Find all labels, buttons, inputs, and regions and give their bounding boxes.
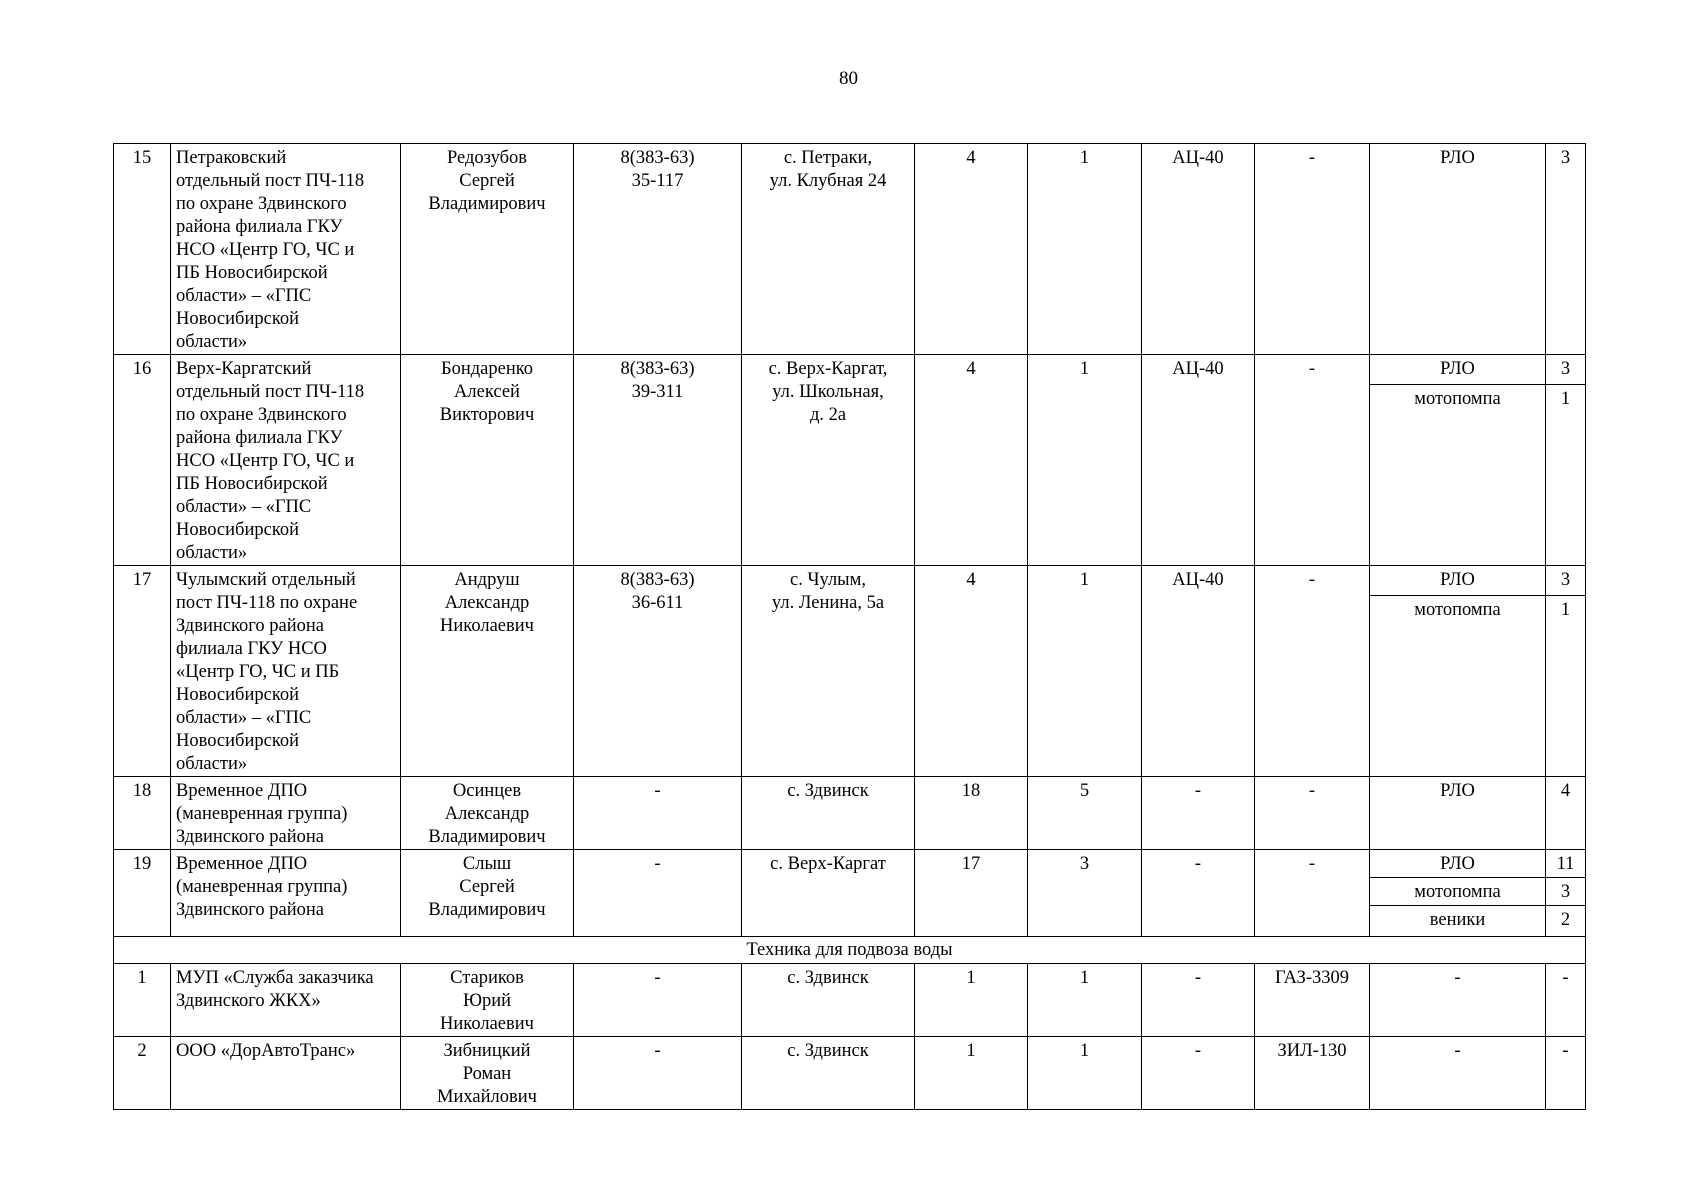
equipment-qty: 11: [1546, 850, 1586, 878]
phone-line: -: [654, 781, 661, 801]
water-vehicle: -: [1255, 850, 1370, 937]
organization-name-line: области» – «ГПС: [176, 708, 312, 728]
address: [742, 964, 915, 1037]
organization-name-line: области» – «ГПС: [176, 497, 312, 517]
head-name-line: Роман: [462, 1064, 512, 1084]
organization-name: [171, 355, 401, 566]
fire-truck: -: [1142, 964, 1255, 1037]
organization-name-line: Верх-Каргатский: [176, 359, 312, 379]
organization-name-line: пост ПЧ-118 по охране: [176, 593, 358, 613]
phone-line: 39-311: [631, 382, 684, 402]
head-name: [401, 850, 574, 937]
organization-name-line: «Центр ГО, ЧС и ПБ: [176, 662, 340, 682]
head-name-line: Сергей: [459, 171, 515, 191]
organization-name-line: Здвинского района: [176, 900, 324, 920]
units-count: 1: [1028, 144, 1142, 355]
organization-name-line: ПБ Новосибирской: [176, 263, 328, 283]
organization-name-line: ПБ Новосибирской: [176, 474, 328, 494]
water-vehicle: ГАЗ-3309: [1255, 964, 1370, 1037]
personnel-count: 1: [915, 1037, 1028, 1110]
address-line: с. Верх-Каргат: [770, 854, 886, 874]
head-name: [401, 144, 574, 355]
equipment-qty: 3: [1546, 144, 1586, 355]
organization-name: [171, 850, 401, 937]
head-name-line: Осинцев: [452, 781, 522, 801]
organization-name-line: ООО «ДорАвтоТранс»: [176, 1041, 356, 1061]
phone: [574, 964, 742, 1037]
organization-name: [171, 1037, 401, 1110]
organization-name-line: области»: [176, 754, 248, 774]
address-line: ул. Школьная,: [772, 382, 884, 402]
phone-line: 8(383-63): [620, 359, 695, 379]
table-row: [114, 850, 1586, 878]
organization-name-line: Чулымский отдельный: [176, 570, 356, 590]
equipment-name: РЛО: [1370, 777, 1546, 850]
equipment-qty: -: [1546, 964, 1586, 1037]
organization-name-line: Временное ДПО: [176, 854, 308, 874]
organization-name-line: отдельный пост ПЧ-118: [176, 171, 365, 191]
equipment-qty: 1: [1546, 384, 1586, 565]
organization-name-line: района филиала ГКУ: [176, 428, 343, 448]
water-vehicle: ЗИЛ-130: [1255, 1037, 1370, 1110]
units-count: 3: [1028, 850, 1142, 937]
equipment-name: мотопомпа: [1370, 384, 1546, 565]
phone: [574, 777, 742, 850]
head-name-line: Александр: [444, 804, 530, 824]
organization-name-line: филиала ГКУ НСО: [176, 639, 327, 659]
phone: [574, 355, 742, 566]
page-number: 80: [839, 68, 858, 89]
phone-line: 36-611: [631, 593, 684, 613]
fire-truck: -: [1142, 1037, 1255, 1110]
personnel-count: 4: [915, 144, 1028, 355]
equipment-name: РЛО: [1370, 850, 1546, 878]
address-line: с. Здвинск: [787, 1041, 869, 1061]
organization-name-line: Здвинского ЖКХ»: [176, 991, 321, 1011]
equipment-name: -: [1370, 1037, 1546, 1110]
water-vehicle: -: [1255, 355, 1370, 566]
head-name-line: Сергей: [459, 877, 515, 897]
row-number: 17: [114, 566, 171, 777]
organization-name-line: Новосибирской: [176, 309, 300, 329]
organization-name: [171, 566, 401, 777]
head-name-line: Бондаренко: [440, 359, 534, 379]
head-name-line: Александр: [444, 593, 530, 613]
phone: [574, 566, 742, 777]
organization-name-line: отдельный пост ПЧ-118: [176, 382, 365, 402]
units-count: 1: [1028, 566, 1142, 777]
equipment-name: -: [1370, 964, 1546, 1037]
phone: [574, 1037, 742, 1110]
organization-name: [171, 144, 401, 355]
head-name-line: Юрий: [462, 991, 512, 1011]
equipment-qty: 2: [1546, 906, 1586, 937]
phone: [574, 144, 742, 355]
head-name: [401, 777, 574, 850]
personnel-count: 4: [915, 566, 1028, 777]
phone: [574, 850, 742, 937]
address-line: с. Чулым,: [790, 570, 866, 590]
phone-line: 8(383-63): [620, 570, 695, 590]
phone-line: -: [654, 1041, 661, 1061]
table-row: [114, 144, 1586, 355]
table-row: [114, 964, 1586, 1037]
head-name-line: Слыш: [462, 854, 512, 874]
water-vehicle: -: [1255, 777, 1370, 850]
equipment-name: РЛО: [1370, 355, 1546, 385]
units-count: 1: [1028, 355, 1142, 566]
address: [742, 355, 915, 566]
equipment-name: РЛО: [1370, 144, 1546, 355]
address-line: с. Верх-Каргат,: [768, 359, 888, 379]
organization-name-line: Петраковский: [176, 148, 287, 168]
head-name: [401, 964, 574, 1037]
head-name-line: Зибницкий: [443, 1041, 531, 1061]
address-line: с. Здвинск: [787, 968, 869, 988]
organization-name: [171, 777, 401, 850]
head-name-line: Николаевич: [440, 1014, 534, 1034]
address-line: д. 2а: [809, 405, 847, 425]
phone-line: -: [654, 854, 661, 874]
equipment-qty: 3: [1546, 878, 1586, 906]
row-number: 19: [114, 850, 171, 937]
organization-name-line: района филиала ГКУ: [176, 217, 343, 237]
units-count: 5: [1028, 777, 1142, 850]
address-line: с. Здвинск: [787, 781, 869, 801]
head-name-line: Владимирович: [428, 194, 546, 214]
address: [742, 1037, 915, 1110]
units-count: 1: [1028, 964, 1142, 1037]
phone-line: -: [654, 968, 661, 988]
head-name-line: Викторович: [439, 405, 535, 425]
organization-name-line: области»: [176, 543, 248, 563]
units-count: 1: [1028, 1037, 1142, 1110]
organization-name: [171, 964, 401, 1037]
equipment-table: [113, 143, 1586, 1110]
head-name: [401, 1037, 574, 1110]
row-number: 1: [114, 964, 171, 1037]
row-number: 2: [114, 1037, 171, 1110]
organization-name-line: по охране Здвинского: [176, 194, 347, 214]
organization-name-line: НСО «Центр ГО, ЧС и: [176, 240, 355, 260]
fire-truck: АЦ-40: [1142, 566, 1255, 777]
head-name-line: Андруш: [454, 570, 520, 590]
water-vehicle: -: [1255, 144, 1370, 355]
section-row: [114, 937, 1586, 964]
head-name-line: Алексей: [454, 382, 520, 402]
personnel-count: 18: [915, 777, 1028, 850]
head-name: [401, 355, 574, 566]
row-number: 16: [114, 355, 171, 566]
organization-name-line: Новосибирской: [176, 520, 300, 540]
equipment-qty: -: [1546, 1037, 1586, 1110]
equipment-qty: 3: [1546, 566, 1586, 596]
head-name-line: Редозубов: [447, 148, 527, 168]
equipment-name: мотопомпа: [1370, 878, 1546, 906]
organization-name-line: Новосибирской: [176, 731, 300, 751]
organization-name-line: МУП «Служба заказчика: [176, 968, 374, 988]
equipment-qty: 4: [1546, 777, 1586, 850]
organization-name-line: по охране Здвинского: [176, 405, 347, 425]
organization-name-line: (маневренная группа): [176, 804, 348, 824]
head-name-line: Стариков: [450, 968, 524, 988]
address: [742, 777, 915, 850]
organization-name-line: НСО «Центр ГО, ЧС и: [176, 451, 355, 471]
table-row: [114, 777, 1586, 850]
address-line: с. Петраки,: [783, 148, 873, 168]
address-line: ул. Клубная 24: [769, 171, 887, 191]
address: [742, 566, 915, 777]
address: [742, 144, 915, 355]
organization-name-line: Новосибирской: [176, 685, 300, 705]
organization-name-line: Здвинского района: [176, 616, 324, 636]
equipment-name: веники: [1370, 906, 1546, 937]
table-row: [114, 566, 1586, 596]
section-title: Техника для подвоза воды: [114, 937, 1586, 964]
row-number: 18: [114, 777, 171, 850]
organization-name-line: Здвинского района: [176, 827, 324, 847]
equipment-name: РЛО: [1370, 566, 1546, 596]
fire-truck: -: [1142, 777, 1255, 850]
personnel-count: 1: [915, 964, 1028, 1037]
head-name-line: Михайлович: [437, 1087, 537, 1107]
head-name: [401, 566, 574, 777]
equipment-qty: 3: [1546, 355, 1586, 385]
address: [742, 850, 915, 937]
phone-line: 8(383-63): [620, 148, 695, 168]
fire-truck: -: [1142, 850, 1255, 937]
table-row: [114, 1037, 1586, 1110]
equipment-name: мотопомпа: [1370, 595, 1546, 776]
head-name-line: Владимирович: [428, 827, 546, 847]
personnel-count: 4: [915, 355, 1028, 566]
personnel-count: 17: [915, 850, 1028, 937]
water-vehicle: -: [1255, 566, 1370, 777]
organization-name-line: области»: [176, 332, 248, 352]
head-name-line: Николаевич: [440, 616, 534, 636]
table-row: [114, 355, 1586, 385]
head-name-line: Владимирович: [428, 900, 546, 920]
fire-truck: АЦ-40: [1142, 355, 1255, 566]
organization-name-line: области» – «ГПС: [176, 286, 312, 306]
organization-name-line: Временное ДПО: [176, 781, 308, 801]
fire-truck: АЦ-40: [1142, 144, 1255, 355]
phone-line: 35-117: [631, 171, 684, 191]
row-number: 15: [114, 144, 171, 355]
address-line: ул. Ленина, 5а: [771, 593, 885, 613]
equipment-qty: 1: [1546, 595, 1586, 776]
organization-name-line: (маневренная группа): [176, 877, 348, 897]
